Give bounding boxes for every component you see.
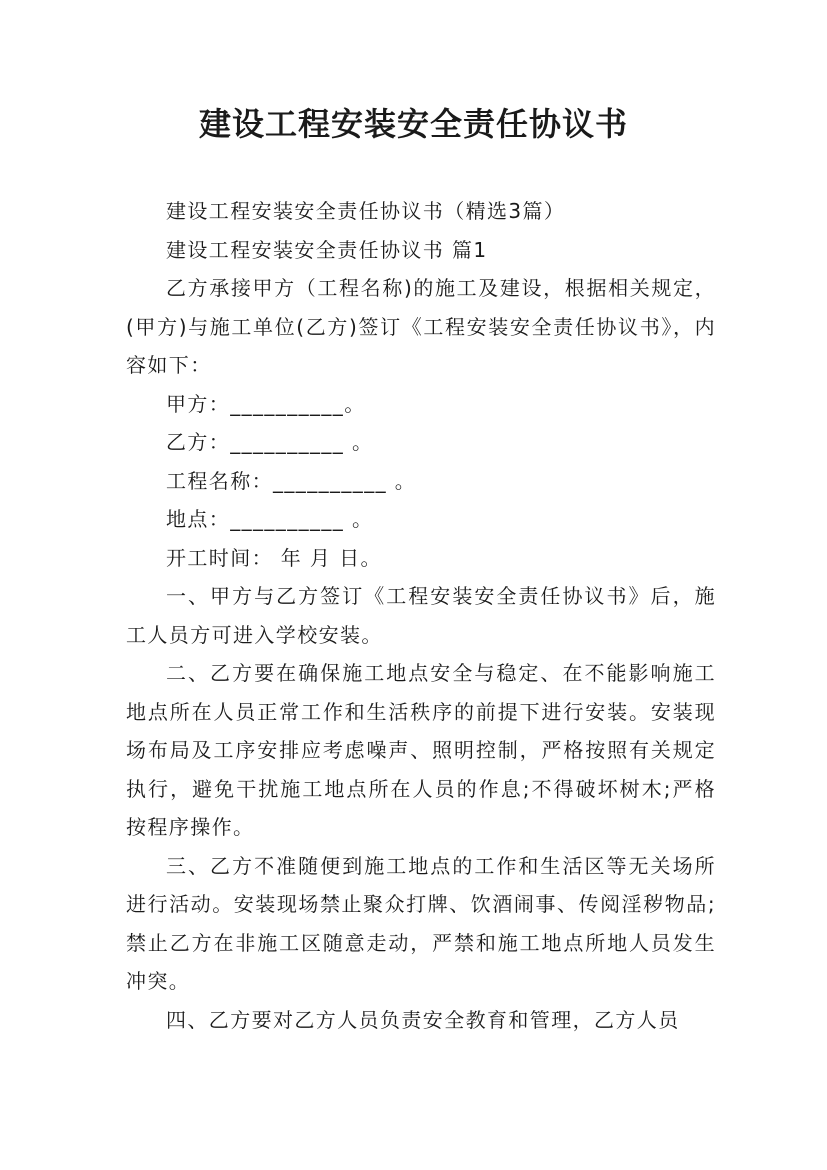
paragraph-party-b: 乙方：__________ 。 <box>166 430 374 454</box>
paragraph-location: 地点：__________ 。 <box>166 507 374 531</box>
paragraph-party-a: 甲方：__________。 <box>166 391 366 416</box>
paragraph-intro: 乙方承接甲方（工程名称)的施工及建设，根据相关规定，(甲方)与施工单位(乙方)签订《工程安装安全责任协议书》，内容如下： <box>126 276 716 377</box>
paragraph-clause-2: 二、乙方要在确保施工地点安全与稳定、在不能影响施工地点所在人员正常工作和生活秩序的前提下进行安装。安装现场布局及工序安排应考虑噪声、照明控制，严格按照有关规定执行，避免干扰施工地点所在人员的作息;不得破坏树木;严格按程序操作。 <box>126 661 716 839</box>
paragraph-section-heading: 建设工程安装安全责任协议书 篇1 <box>166 237 488 262</box>
document-body <box>126 192 716 1039</box>
paragraph-start-date: 开工时间： 年 月 日。 <box>166 545 382 570</box>
paragraph-clause-4: 四、乙方要对乙方人员负责安全教育和管理，乙方人员 <box>166 1007 680 1032</box>
paragraph-clause-3: 三、乙方不准随便到施工地点的工作和生活区等无关场所进行活动。安装现场禁止聚众打牌、饮酒闹事、传阅淫秽物品;禁止乙方在非施工区随意走动，严禁和施工地点所地人员发生冲突。 <box>126 853 716 993</box>
document-title: 建设工程安装安全责任协议书 <box>198 105 628 143</box>
paragraph-clause-1: 一、甲方与乙方签订《工程安装安全责任协议书》后，施工人员方可进入学校安装。 <box>126 584 716 647</box>
paragraph-project-name: 工程名称：__________ 。 <box>166 468 417 493</box>
paragraph-subtitle: 建设工程安装安全责任协议书（精选3篇） <box>166 199 566 223</box>
